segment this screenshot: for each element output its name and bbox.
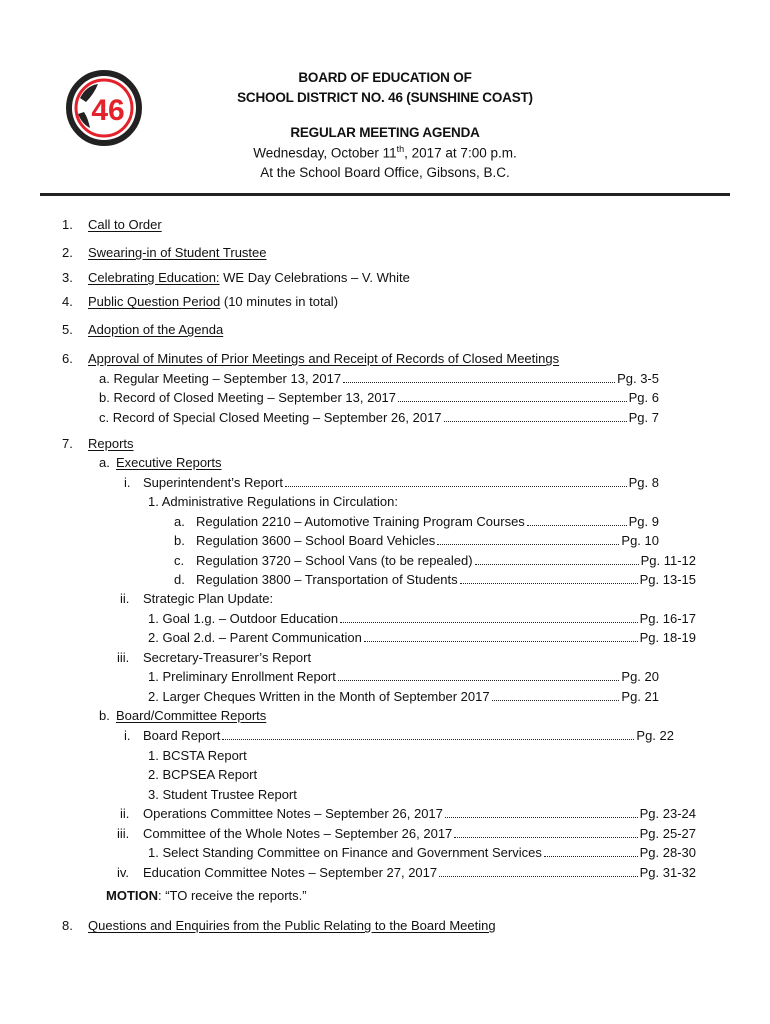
minutes-closed-meeting: b. Record of Closed Meeting – September 13, 2017 Pg. 6: [99, 390, 659, 405]
agenda-item-3: 3. Celebrating Education: WE Day Celebrations – V. White: [62, 270, 410, 285]
meeting-date: Wednesday, October 11th, 2017 at 7:00 p.m.: [253, 144, 517, 161]
operations-committee-notes: Operations Committee Notes – September 26, 2017 Pg. 23-24: [143, 806, 696, 821]
agenda-item-4: 4. Public Question Period (10 minutes in total): [62, 294, 339, 309]
org-line-1: BOARD OF EDUCATION OF: [298, 70, 472, 85]
regulation-3720: Regulation 3720 – School Vans (to be repealed) Pg. 11-12: [196, 553, 696, 568]
strategic-plan-heading: Strategic Plan Update:: [143, 591, 274, 606]
larger-cheques-report: 2. Larger Cheques Written in the Month of September 2017 Pg. 21: [148, 689, 659, 704]
board-report: Board Report Pg. 22: [143, 728, 674, 743]
committee-whole-num: iii.: [117, 826, 130, 841]
agenda-item-5: 5. Adoption of the Agenda: [62, 322, 224, 337]
regulation-3720-num: c.: [174, 553, 185, 568]
bcsta-report: 1. BCSTA Report: [148, 748, 247, 763]
logo-number: 46: [91, 94, 125, 127]
agenda-item-6: 6. Approval of Minutes of Prior Meetings and Receipt of Records of Closed Meetings: [62, 351, 560, 366]
board-committee-heading: b. Board/Committee Reports: [99, 708, 267, 723]
preliminary-enrollment-report: 1. Preliminary Enrollment Report Pg. 20: [148, 669, 659, 684]
regulation-3800-num: d.: [174, 572, 185, 587]
operations-committee-num: ii.: [120, 806, 130, 821]
agenda-item-7: 7. Reports: [62, 436, 134, 451]
committee-whole-notes: Committee of the Whole Notes – September 26, 2017 Pg. 25-27: [143, 826, 696, 841]
org-line-2: SCHOOL DISTRICT NO. 46 (SUNSHINE COAST): [237, 90, 533, 105]
agenda-item-2: 2. Swearing-in of Student Trustee: [62, 245, 267, 260]
strategic-plan-num: ii.: [120, 591, 130, 606]
superintendent-report-num: i.: [124, 475, 131, 490]
regulation-2210: Regulation 2210 – Automotive Training Program Courses Pg. 9: [196, 514, 659, 529]
executive-reports-heading: a. Executive Reports: [99, 455, 222, 470]
secretary-treasurer-heading: Secretary-Treasurer’s Report: [143, 650, 312, 665]
agenda-title: REGULAR MEETING AGENDA: [290, 125, 480, 140]
select-standing-committee: 1. Select Standing Committee on Finance and Government Services Pg. 28-30: [148, 845, 696, 860]
goal-outdoor-education: 1. Goal 1.g. – Outdoor Education Pg. 16-17: [148, 611, 696, 626]
header-divider: [40, 193, 730, 196]
education-committee-num: iv.: [117, 865, 130, 880]
superintendent-report: Superintendent’s Report Pg. 8: [143, 475, 659, 490]
bcpsea-report: 2. BCPSEA Report: [148, 767, 258, 782]
agenda-item-8: 8. Questions and Enquiries from the Public Relating to the Board Meeting: [62, 918, 496, 933]
board-report-num: i.: [124, 728, 131, 743]
regulation-2210-num: a.: [174, 514, 185, 529]
regulation-3600: Regulation 3600 – School Board Vehicles Pg. 10: [196, 533, 659, 548]
admin-regulations-heading: 1. Administrative Regulations in Circulation:: [148, 494, 399, 509]
goal-parent-communication: 2. Goal 2.d. – Parent Communication Pg. 18-19: [148, 630, 696, 645]
regulation-3800: Regulation 3800 – Transportation of Students Pg. 13-15: [196, 572, 696, 587]
minutes-regular-meeting: a. Regular Meeting – September 13, 2017 Pg. 3-5: [99, 371, 659, 386]
minutes-special-closed-meeting: c. Record of Special Closed Meeting – September 26, 2017 Pg. 7: [99, 410, 659, 425]
agenda-item-1: 1. Call to Order: [62, 217, 162, 232]
meeting-location: At the School Board Office, Gibsons, B.C.: [260, 165, 510, 180]
education-committee-notes: Education Committee Notes – September 27, 2017 Pg. 31-32: [143, 865, 696, 880]
student-trustee-report: 3. Student Trustee Report: [148, 787, 297, 802]
secretary-treasurer-num: iii.: [117, 650, 130, 665]
regulation-3600-num: b.: [174, 533, 185, 548]
motion: MOTION: “TO receive the reports.”: [106, 888, 307, 903]
